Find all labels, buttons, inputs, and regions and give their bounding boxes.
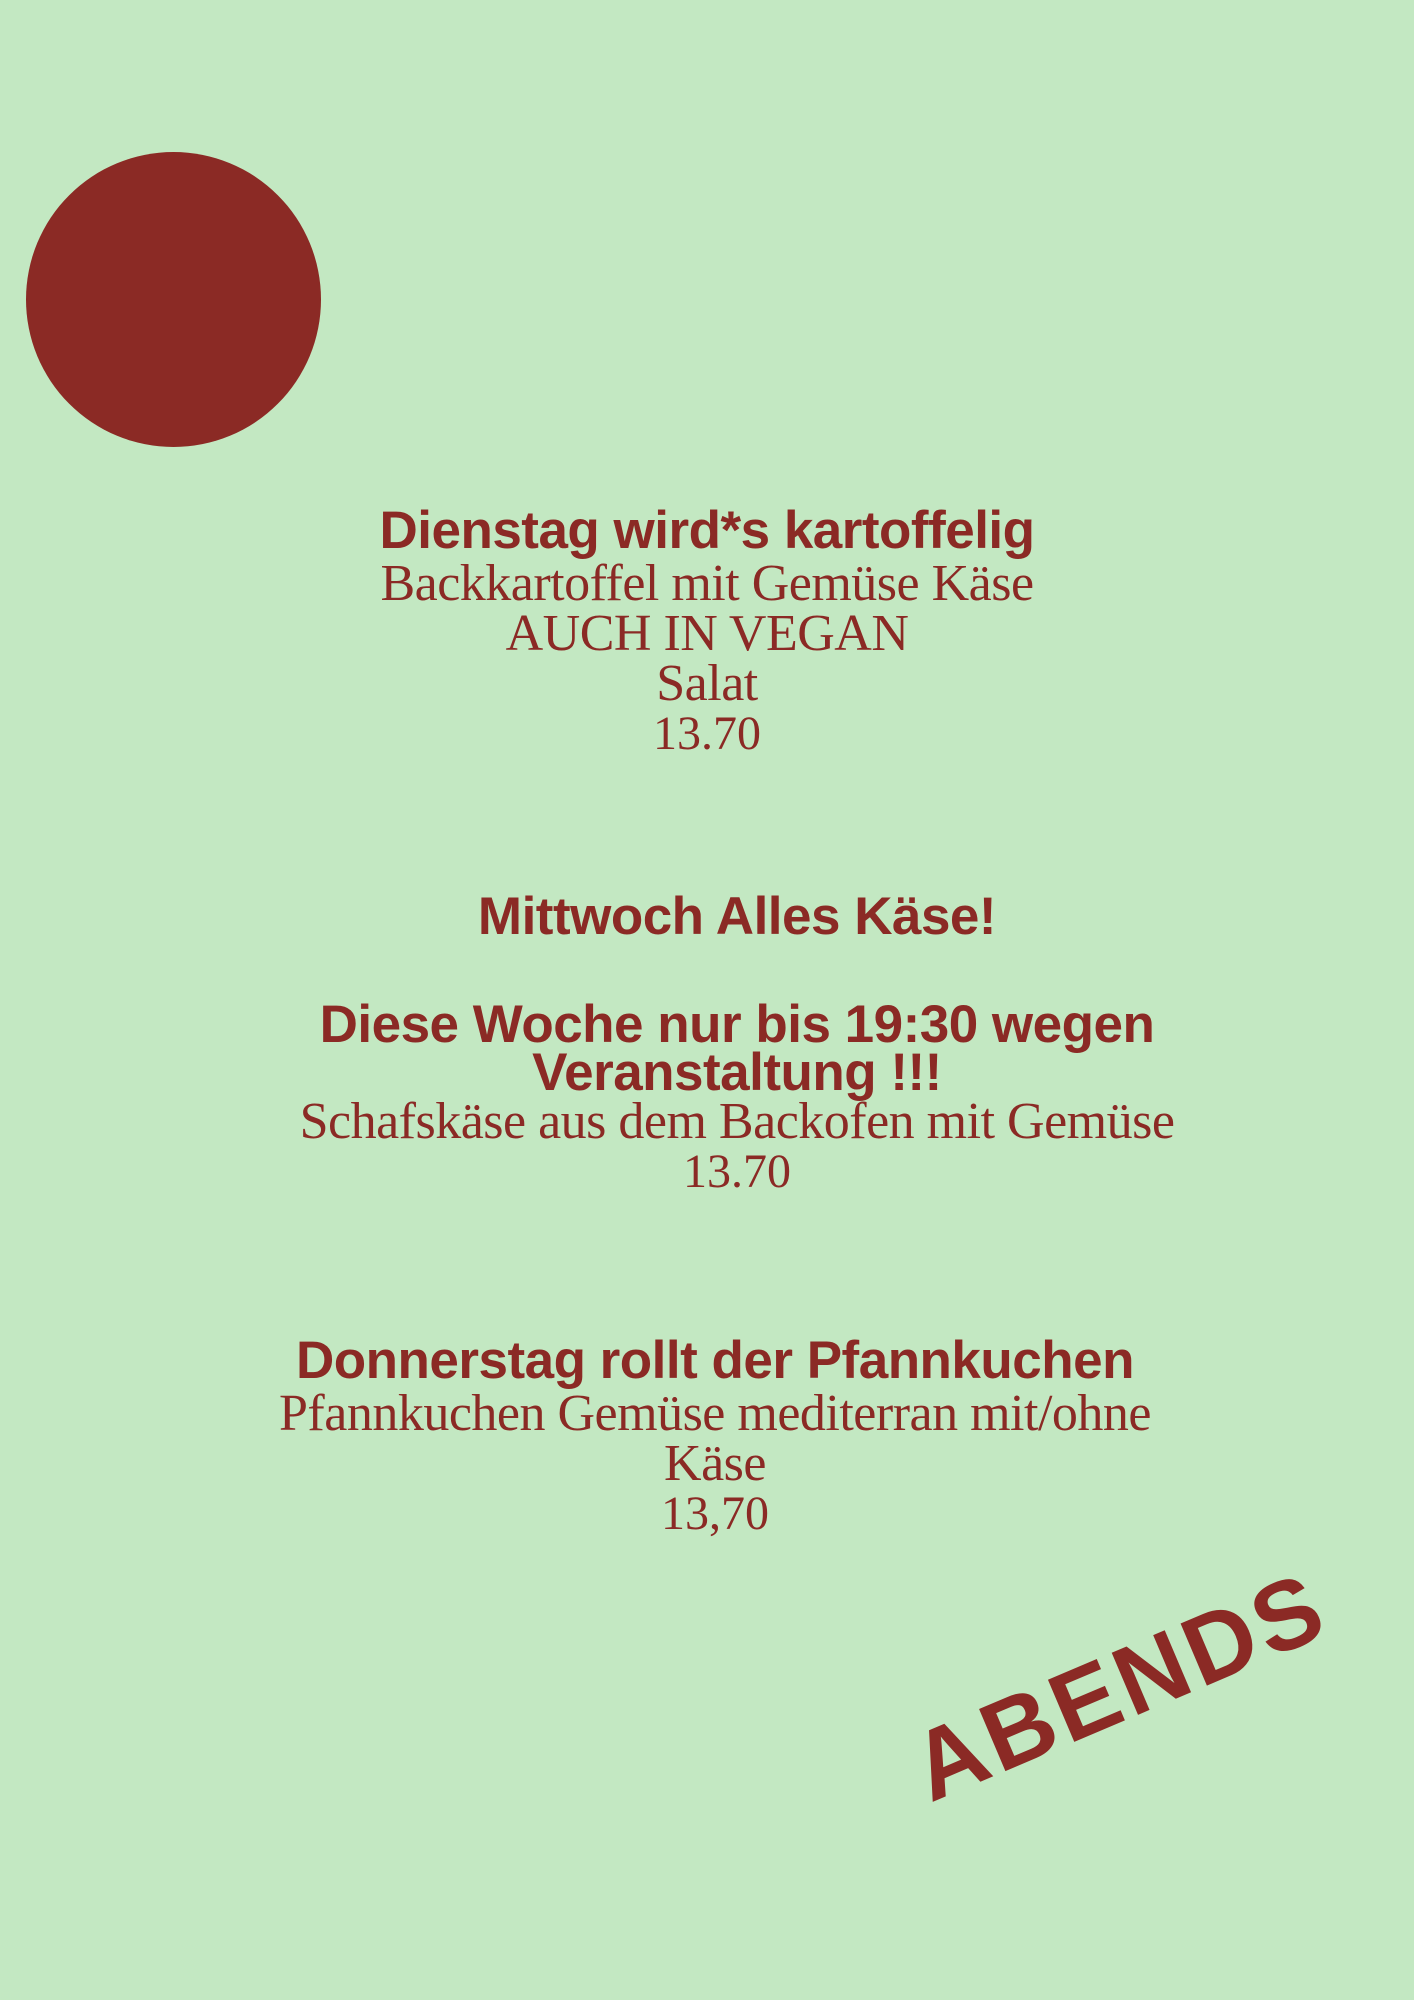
red-circle-decoration — [26, 152, 321, 447]
section-title-dienstag: Dienstag wird*s kartoffelig — [379, 501, 1035, 560]
abends-label: ABENDS — [895, 1549, 1342, 1823]
menu-section-donnerstag — [8, 1333, 1414, 1539]
dish-line: Käse — [664, 1435, 766, 1492]
dish-line: AUCH IN VEGAN — [505, 605, 909, 662]
section-title-donnerstag: Donnerstag rollt der Pfannkuchen — [295, 1331, 1134, 1390]
dish-line: Salat — [656, 655, 758, 712]
notice-line: Diese Woche nur bis 19:30 wegen — [319, 995, 1155, 1054]
notice-line: Veranstaltung !!! — [532, 1043, 942, 1102]
dish-line: Schafskäse aus dem Backofen mit Gemüse — [299, 1093, 1175, 1150]
menu-section-dienstag — [0, 503, 1414, 759]
price: 13.70 — [653, 707, 761, 760]
dish-line: Backkartoffel mit Gemüse Käse — [380, 555, 1034, 612]
dish-line: Pfannkuchen Gemüse mediterran mit/ohne — [279, 1385, 1151, 1442]
menu-section-mittwoch — [30, 889, 1414, 1197]
section-title-mittwoch: Mittwoch Alles Käse! — [477, 887, 997, 946]
price: 13.70 — [683, 1145, 791, 1198]
price: 13,70 — [661, 1487, 769, 1540]
